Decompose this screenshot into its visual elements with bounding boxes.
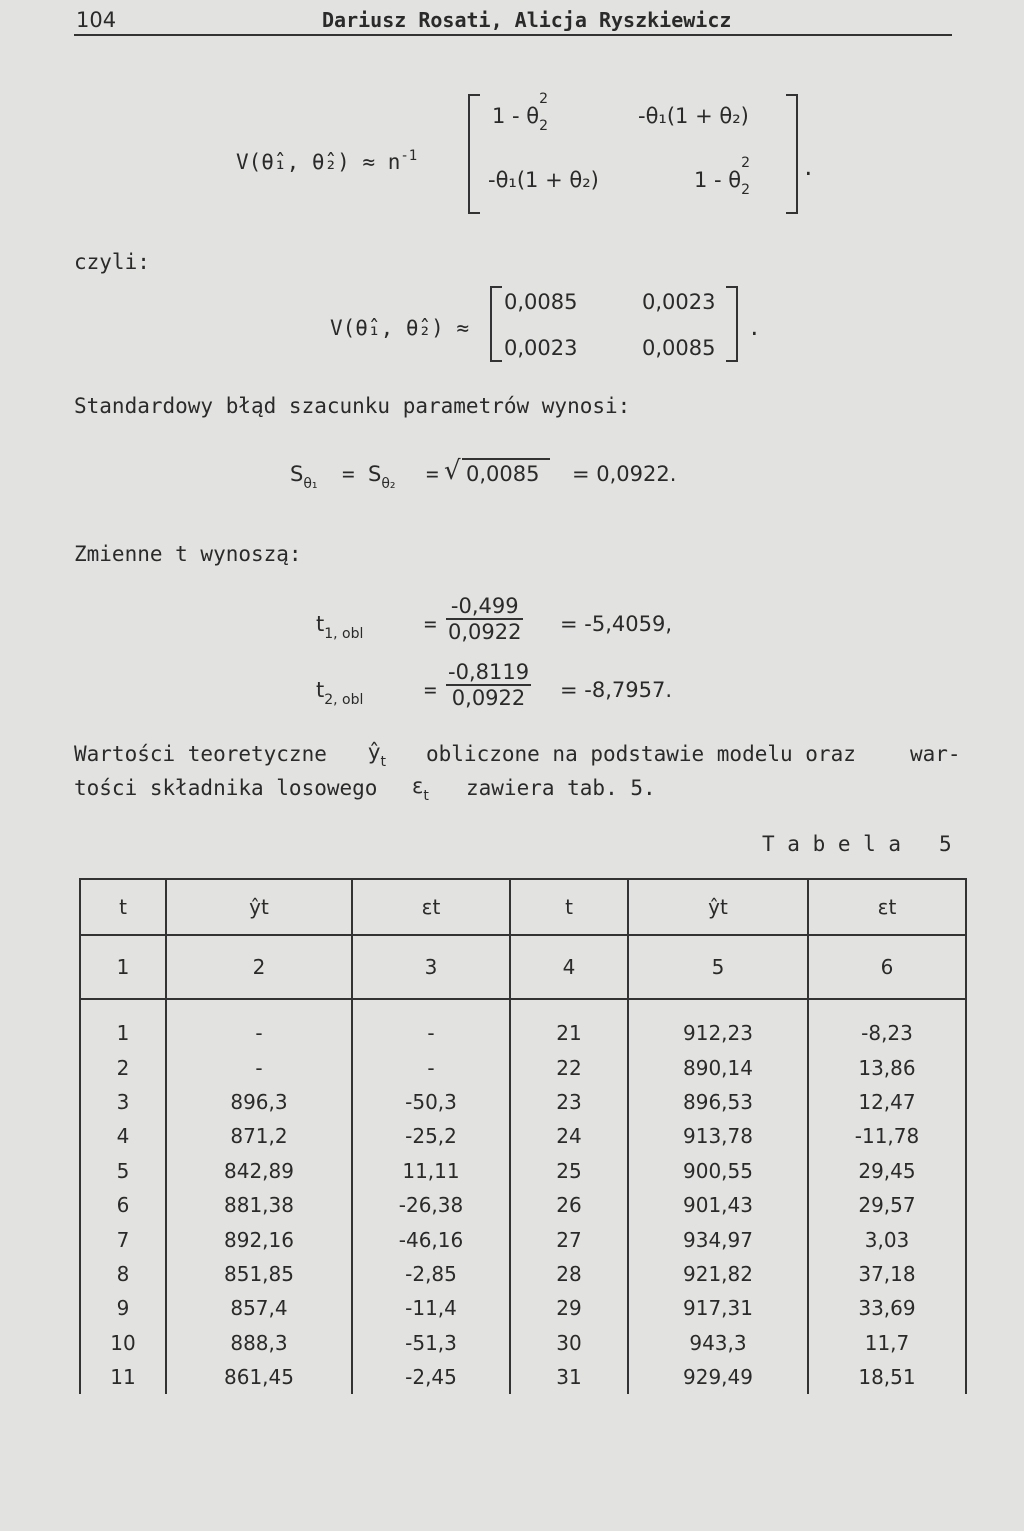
cell-yhat: 842,89 <box>166 1154 352 1188</box>
paragraph-line2-a: tości składnika losowego <box>74 776 378 800</box>
cell-yhat: 857,4 <box>166 1291 352 1325</box>
formula3-s1: $S_{\theta_1}$ <box>290 462 318 492</box>
cell-t: 31 <box>510 1360 628 1394</box>
t2-eq: = <box>424 678 437 702</box>
matrix1-right-bracket <box>786 94 798 214</box>
cell-epsilon: 33,69 <box>808 1291 966 1325</box>
cell-yhat: 871,2 <box>166 1119 352 1153</box>
cell-epsilon: - <box>352 999 510 1050</box>
cell-yhat: 943,3 <box>628 1326 808 1360</box>
cell-yhat: - <box>166 1050 352 1084</box>
cell-t: 25 <box>510 1154 628 1188</box>
paragraph-line1-c: war- <box>910 742 961 766</box>
cell-epsilon: -11,4 <box>352 1291 510 1325</box>
cell-epsilon: 12,47 <box>808 1085 966 1119</box>
t1-eq: = <box>424 612 437 636</box>
paragraph-line1-a: Wartości teoretyczne <box>74 742 327 766</box>
col-header-t: t <box>510 879 628 935</box>
cell-epsilon: 18,51 <box>808 1360 966 1394</box>
cell-t: 21 <box>510 999 628 1050</box>
col-number: 1 <box>80 935 166 999</box>
yhat-symbol: $ŷ_t$ <box>368 740 386 770</box>
cell-t: 10 <box>80 1326 166 1360</box>
t2-label: $t_{2, obl}$ <box>316 678 364 708</box>
cell-epsilon: 29,45 <box>808 1154 966 1188</box>
cell-yhat: 913,78 <box>628 1119 808 1153</box>
table-column-number-row <box>80 935 966 999</box>
matrix1-cell-12: -θ₁(1 + θ₂) <box>638 104 749 128</box>
sqrt-bar <box>462 458 550 460</box>
table-row <box>80 1085 966 1119</box>
matrix1-cell-11: 1 - θ 2 $_2$ <box>492 91 549 134</box>
formula3-s2: $S_{\theta_2}$ <box>368 462 396 492</box>
cell-t: 29 <box>510 1291 628 1325</box>
cell-yhat: 890,14 <box>628 1050 808 1084</box>
formula1-trail: . <box>802 156 815 180</box>
matrix1-left-bracket <box>468 94 480 214</box>
cell-epsilon: -2,85 <box>352 1257 510 1291</box>
cell-yhat: 901,43 <box>628 1188 808 1222</box>
formula3-result: = 0,0922. <box>572 462 677 486</box>
table-row <box>80 1188 966 1222</box>
matrix2-cell-21: 0,0023 <box>504 336 578 360</box>
matrix1-cell-22: 1 - θ 2 $_2$ <box>694 155 751 198</box>
formula2-trail: . <box>748 316 761 340</box>
cell-t: 23 <box>510 1085 628 1119</box>
cell-epsilon: -51,3 <box>352 1326 510 1360</box>
matrix1-cell-21: -θ₁(1 + θ₂) <box>488 168 599 192</box>
col-number: 3 <box>352 935 510 999</box>
matrix2-cell-11: 0,0085 <box>504 290 578 314</box>
cell-yhat: 896,53 <box>628 1085 808 1119</box>
table-row <box>80 1119 966 1153</box>
col-number: 2 <box>166 935 352 999</box>
table-5 <box>79 878 967 1394</box>
cell-yhat: 888,3 <box>166 1326 352 1360</box>
col-header-epsilon: εt <box>808 879 966 935</box>
text-standard-error: Standardowy błąd szacunku parametrów wynosi: <box>74 394 631 418</box>
table-row <box>80 1050 966 1084</box>
matrix2-left-bracket <box>490 286 502 362</box>
col-header-epsilon: εt <box>352 879 510 935</box>
cell-yhat: 881,38 <box>166 1188 352 1222</box>
cell-t: 24 <box>510 1119 628 1153</box>
cell-t: 26 <box>510 1188 628 1222</box>
matrix2-right-bracket <box>726 286 738 362</box>
paragraph-line1-b: obliczone na podstawie modelu oraz <box>426 742 856 766</box>
t2-result: = -8,7957. <box>560 678 673 702</box>
cell-epsilon: 11,11 <box>352 1154 510 1188</box>
col-number: 5 <box>628 935 808 999</box>
cell-yhat: 917,31 <box>628 1291 808 1325</box>
paragraph-line2-b: zawiera tab. 5. <box>466 776 656 800</box>
table-row <box>80 1257 966 1291</box>
cell-epsilon: -26,38 <box>352 1188 510 1222</box>
cell-yhat: 896,3 <box>166 1085 352 1119</box>
cell-epsilon: -2,45 <box>352 1360 510 1394</box>
col-number: 4 <box>510 935 628 999</box>
t1-fraction: $\frac{-0,499}{0,0922}$ <box>448 594 522 644</box>
col-header-yhat: ŷt <box>628 879 808 935</box>
table-row <box>80 1222 966 1256</box>
header-rule <box>74 34 952 36</box>
running-title: Dariusz Rosati, Alicja Ryszkiewicz <box>322 8 732 32</box>
cell-t: 2 <box>80 1050 166 1084</box>
cell-t: 22 <box>510 1050 628 1084</box>
col-header-t: t <box>80 879 166 935</box>
col-number: 6 <box>808 935 966 999</box>
table-header-row <box>80 879 966 935</box>
cell-t: 4 <box>80 1119 166 1153</box>
cell-yhat: 929,49 <box>628 1360 808 1394</box>
cell-t: 6 <box>80 1188 166 1222</box>
cell-epsilon: 3,03 <box>808 1222 966 1256</box>
cell-epsilon: -46,16 <box>352 1222 510 1256</box>
table-caption: T a b e l a 5 <box>762 832 952 856</box>
cell-t: 9 <box>80 1291 166 1325</box>
cell-t: 7 <box>80 1222 166 1256</box>
cell-t: 1 <box>80 999 166 1050</box>
cell-yhat: 934,97 <box>628 1222 808 1256</box>
cell-t: 8 <box>80 1257 166 1291</box>
cell-yhat: 912,23 <box>628 999 808 1050</box>
text-czyli: czyli: <box>74 250 150 274</box>
cell-t: 28 <box>510 1257 628 1291</box>
col-header-yhat: ŷt <box>166 879 352 935</box>
cell-yhat: 900,55 <box>628 1154 808 1188</box>
formula3-radicand: 0,0085 <box>466 462 540 486</box>
cell-t: 5 <box>80 1154 166 1188</box>
table-row <box>80 1291 966 1325</box>
cell-t: 30 <box>510 1326 628 1360</box>
cell-epsilon: 29,57 <box>808 1188 966 1222</box>
table-row <box>80 1154 966 1188</box>
matrix2-cell-22: 0,0085 <box>642 336 716 360</box>
formula3-eq2: = <box>426 462 439 486</box>
table-row <box>80 1326 966 1360</box>
t1-result: = -5,4059, <box>560 612 673 636</box>
cell-epsilon: -50,3 <box>352 1085 510 1119</box>
cell-yhat: 921,82 <box>628 1257 808 1291</box>
matrix2-cell-12: 0,0023 <box>642 290 716 314</box>
cell-epsilon: -8,23 <box>808 999 966 1050</box>
cell-t: 11 <box>80 1360 166 1394</box>
table-row <box>80 999 966 1050</box>
formula1-lhs: V(θ̂₁, θ̂₂) ≈ $n^{-1}$ <box>236 148 418 174</box>
epsilon-symbol: $\varepsilon_t$ <box>412 774 429 804</box>
cell-epsilon: - <box>352 1050 510 1084</box>
formula2-lhs: V(θ̂₁, θ̂₂) ≈ <box>330 316 470 340</box>
page-number: 104 <box>76 8 117 32</box>
cell-epsilon: -25,2 <box>352 1119 510 1153</box>
cell-epsilon: -11,78 <box>808 1119 966 1153</box>
cell-epsilon: 13,86 <box>808 1050 966 1084</box>
sqrt-icon: √ <box>444 456 461 486</box>
cell-yhat: 861,45 <box>166 1360 352 1394</box>
cell-t: 3 <box>80 1085 166 1119</box>
text-t-statistics: Zmienne t wynoszą: <box>74 542 302 566</box>
cell-yhat: 892,16 <box>166 1222 352 1256</box>
cell-yhat: - <box>166 999 352 1050</box>
t2-fraction: $\frac{-0,8119}{0,0922}$ <box>448 660 530 710</box>
cell-t: 27 <box>510 1222 628 1256</box>
table-row <box>80 1360 966 1394</box>
cell-yhat: 851,85 <box>166 1257 352 1291</box>
formula3-eq1: = <box>342 462 355 486</box>
t1-label: $t_{1, obl}$ <box>316 612 364 642</box>
cell-epsilon: 11,7 <box>808 1326 966 1360</box>
cell-epsilon: 37,18 <box>808 1257 966 1291</box>
